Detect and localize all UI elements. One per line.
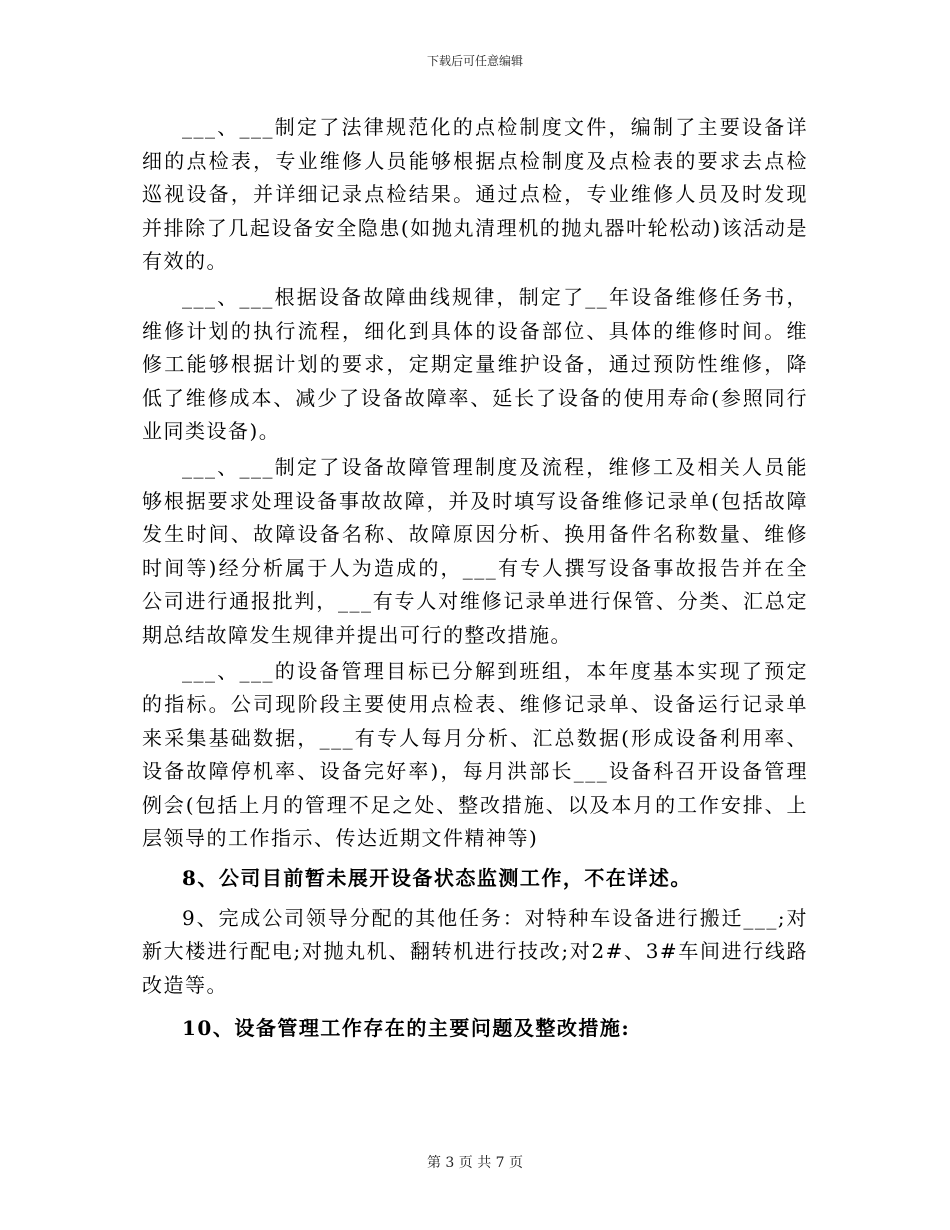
paragraph-spot-check: ___、___制定了法律规范化的点检制度文件，编制了主要设备详细的点检表，专业维修人员能够根据点检制度及点检表的要求去点检巡视设备，并详细记录点检结果。通过点检，专业维修人员及时发现并排除了几起设备安全隐患(如抛丸清理机的抛丸器叶轮松动)该活动是有效的。 <box>142 115 808 274</box>
paragraph-fault-management: ___、___制定了设备故障管理制度及流程，维修工及相关人员能够根据要求处理设备事故故障，并及时填写设备维修记录单(包括故障发生时间、故障设备名称、故障原因分析、换用备件名称数量、维修时间等)经分析属于人为造成的，___有专人撰写设备事故报告并在全公司进行通报批判，___有专人对维修记录单进行保管、分类、汇总定期总结故障发生规律并提出可行的整改措施。 <box>142 454 808 647</box>
page-number: 第 3 页 共 7 页 <box>426 1155 524 1171</box>
paragraph-item-9: 9、完成公司领导分配的其他任务：对特种车设备进行搬迁___;对新大楼进行配电;对抛丸机、翻转机进行技改;对2#、3#车间进行线路改造等。 <box>142 905 808 997</box>
document-body <box>142 111 808 1046</box>
paragraph-maintenance-plan: ___、___根据设备故障曲线规律，制定了__年设备维修任务书，维修计划的执行流程，细化到具体的设备部位、具体的维修时间。维修工能够根据计划的要求，定期定量维护设备，通过预防性维修，降低了维修成本、减少了设备故障率、延长了设备的使用寿命(参照同行业同类设备)。 <box>142 284 808 444</box>
paragraph-item-8: 8、公司目前暂未展开设备状态监测工作，不在详述。 <box>182 866 692 891</box>
paragraph-management-goals: ___、___的设备管理目标已分解到班组，本年度基本实现了预定的指标。公司现阶段主要使用点检表、维修记录单、设备运行记录单来采集基础数据，___有专人每月分析、汇总数据(形成设备利用率、设备故障停机率、设备完好率)，每月洪部长___设备科召开设备管理例会(包括上月的管理不足之处、整改措施、以及本月的工作安排、上层领导的工作指示、传达近期文件精神等) <box>142 658 808 851</box>
paragraph-item-10-heading: 10、设备管理工作存在的主要问题及整改措施: <box>182 1016 631 1041</box>
page-header: 下载后可任意编辑 <box>426 54 523 68</box>
